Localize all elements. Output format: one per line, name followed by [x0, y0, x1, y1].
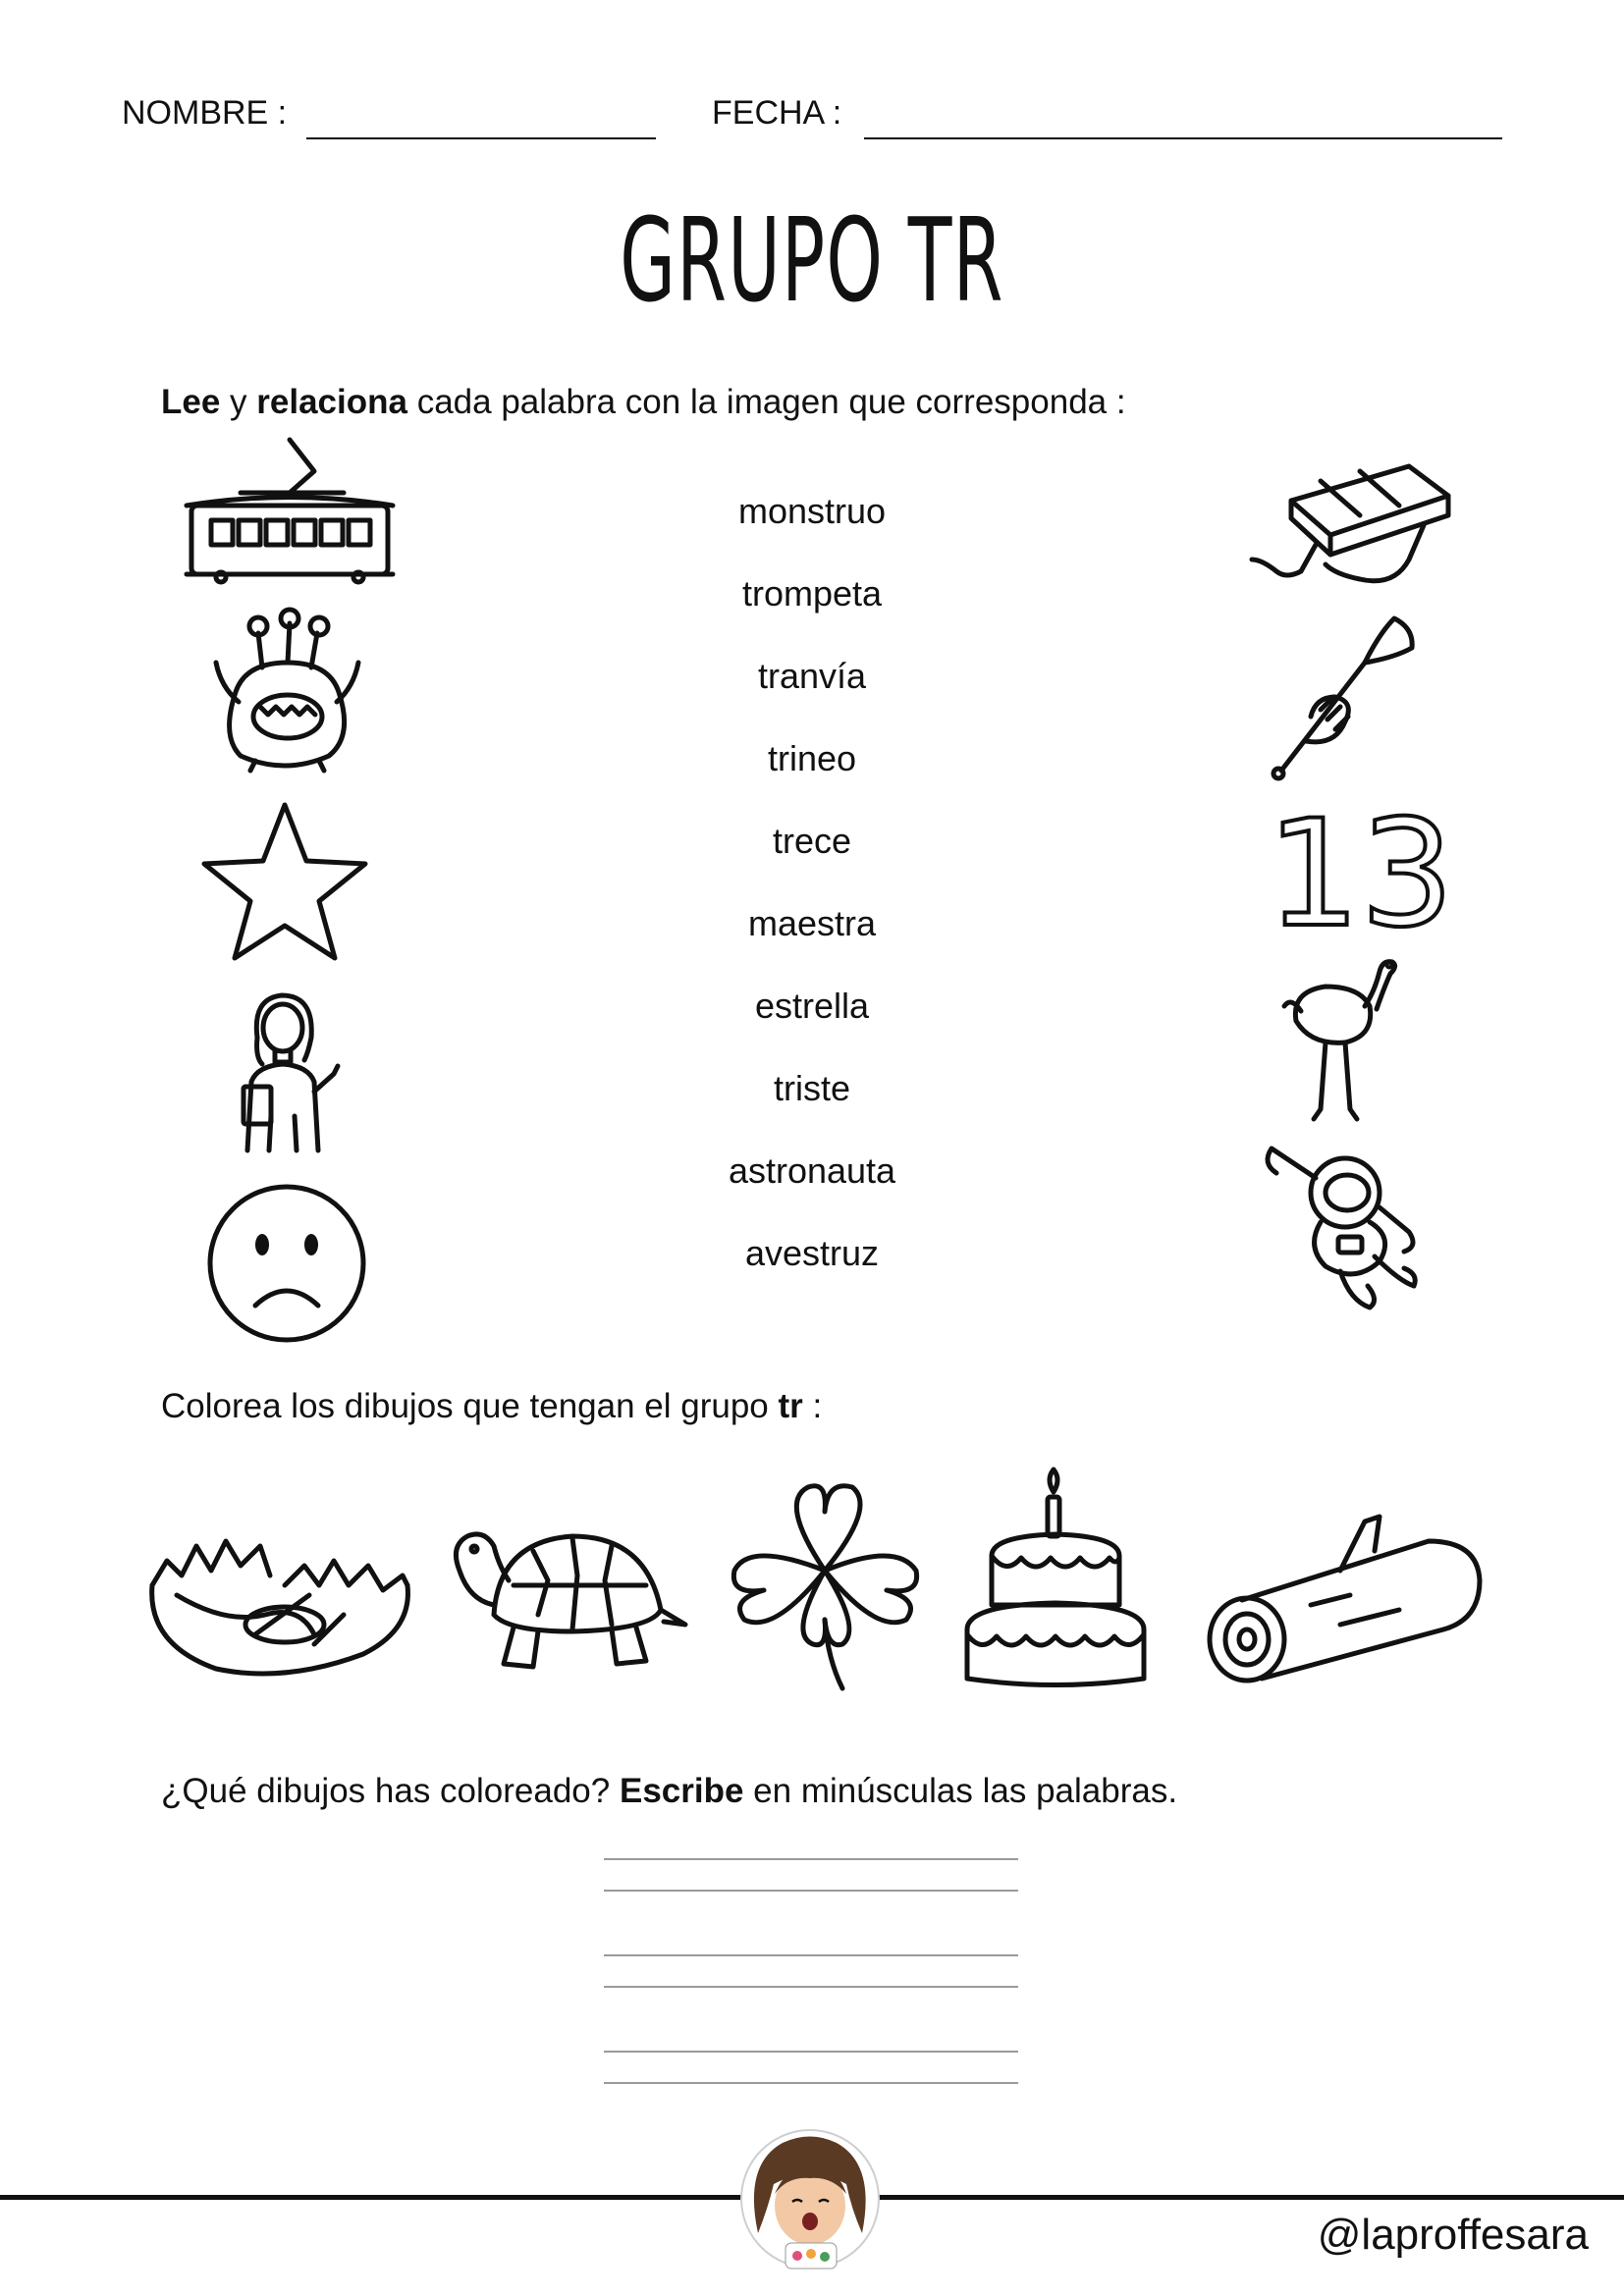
svg-text:13: 13 [1267, 789, 1454, 960]
word-trece: trece [772, 821, 852, 861]
tram-icon [182, 432, 398, 584]
footer-handle: @laproffesara [1317, 2211, 1589, 2259]
writing-line-3-top[interactable] [604, 2051, 1018, 2053]
writing-line-2-top[interactable] [604, 1954, 1018, 1956]
word-astronauta: astronauta [728, 1150, 896, 1191]
star-icon [196, 797, 373, 966]
date-field-line[interactable] [864, 137, 1502, 139]
writing-line-2-bottom[interactable] [604, 1986, 1018, 1988]
instruction-text: ¿Qué dibujos has coloreado? [161, 1772, 620, 1810]
instruction-bold-escribe: Escribe [619, 1772, 744, 1810]
name-field-line[interactable] [306, 137, 656, 139]
word-avestruz: avestruz [744, 1233, 880, 1273]
page-title: GRUPO TR [620, 192, 1004, 328]
date-label: FECHA : [712, 94, 842, 132]
avatar [738, 2125, 882, 2272]
teacher-icon [228, 984, 346, 1155]
word-monstruo: monstruo [737, 491, 887, 531]
instruction-text: : [802, 1387, 823, 1425]
monster-icon [201, 609, 373, 775]
writing-line-3-bottom[interactable] [604, 2082, 1018, 2084]
cake-icon[interactable] [957, 1468, 1173, 1693]
instruction-text: Colorea los dibujos que tengan el grupo [161, 1387, 779, 1425]
word-trompeta: trompeta [741, 573, 883, 614]
log-icon[interactable] [1203, 1502, 1488, 1688]
word-maestra: maestra [747, 903, 877, 943]
word-trineo: trineo [767, 738, 857, 778]
sad-face-icon [201, 1178, 373, 1350]
instruction-text: en minúsculas las palabras. [743, 1772, 1178, 1810]
sled-icon [1242, 461, 1463, 594]
writing-line-1-top[interactable] [604, 1858, 1018, 1860]
name-label: NOMBRE : [122, 94, 288, 132]
word-tranvia: tranvía [757, 656, 867, 696]
writing-line-1-bottom[interactable] [604, 1890, 1018, 1892]
turtle-icon[interactable] [440, 1512, 695, 1679]
astronaut-icon [1252, 1139, 1434, 1315]
trumpet-icon [1267, 614, 1419, 780]
word-estrella: estrella [754, 986, 870, 1026]
instruction-text: cada palabra con la imagen que corresponda : [406, 383, 1126, 421]
instruction-match [161, 383, 1126, 422]
instruction-bold-relaciona: relaciona [256, 383, 407, 421]
clover-icon[interactable] [720, 1472, 931, 1693]
word-triste: triste [773, 1068, 850, 1108]
instruction-write [161, 1772, 1177, 1811]
trap-icon[interactable] [137, 1507, 417, 1683]
instruction-text: y [220, 383, 257, 421]
instruction-bold-tr: tr [778, 1387, 803, 1425]
instruction-bold-lee: Lee [161, 383, 221, 421]
instruction-color [161, 1387, 822, 1426]
ostrich-icon [1276, 952, 1409, 1124]
number-13-icon [1267, 789, 1454, 960]
